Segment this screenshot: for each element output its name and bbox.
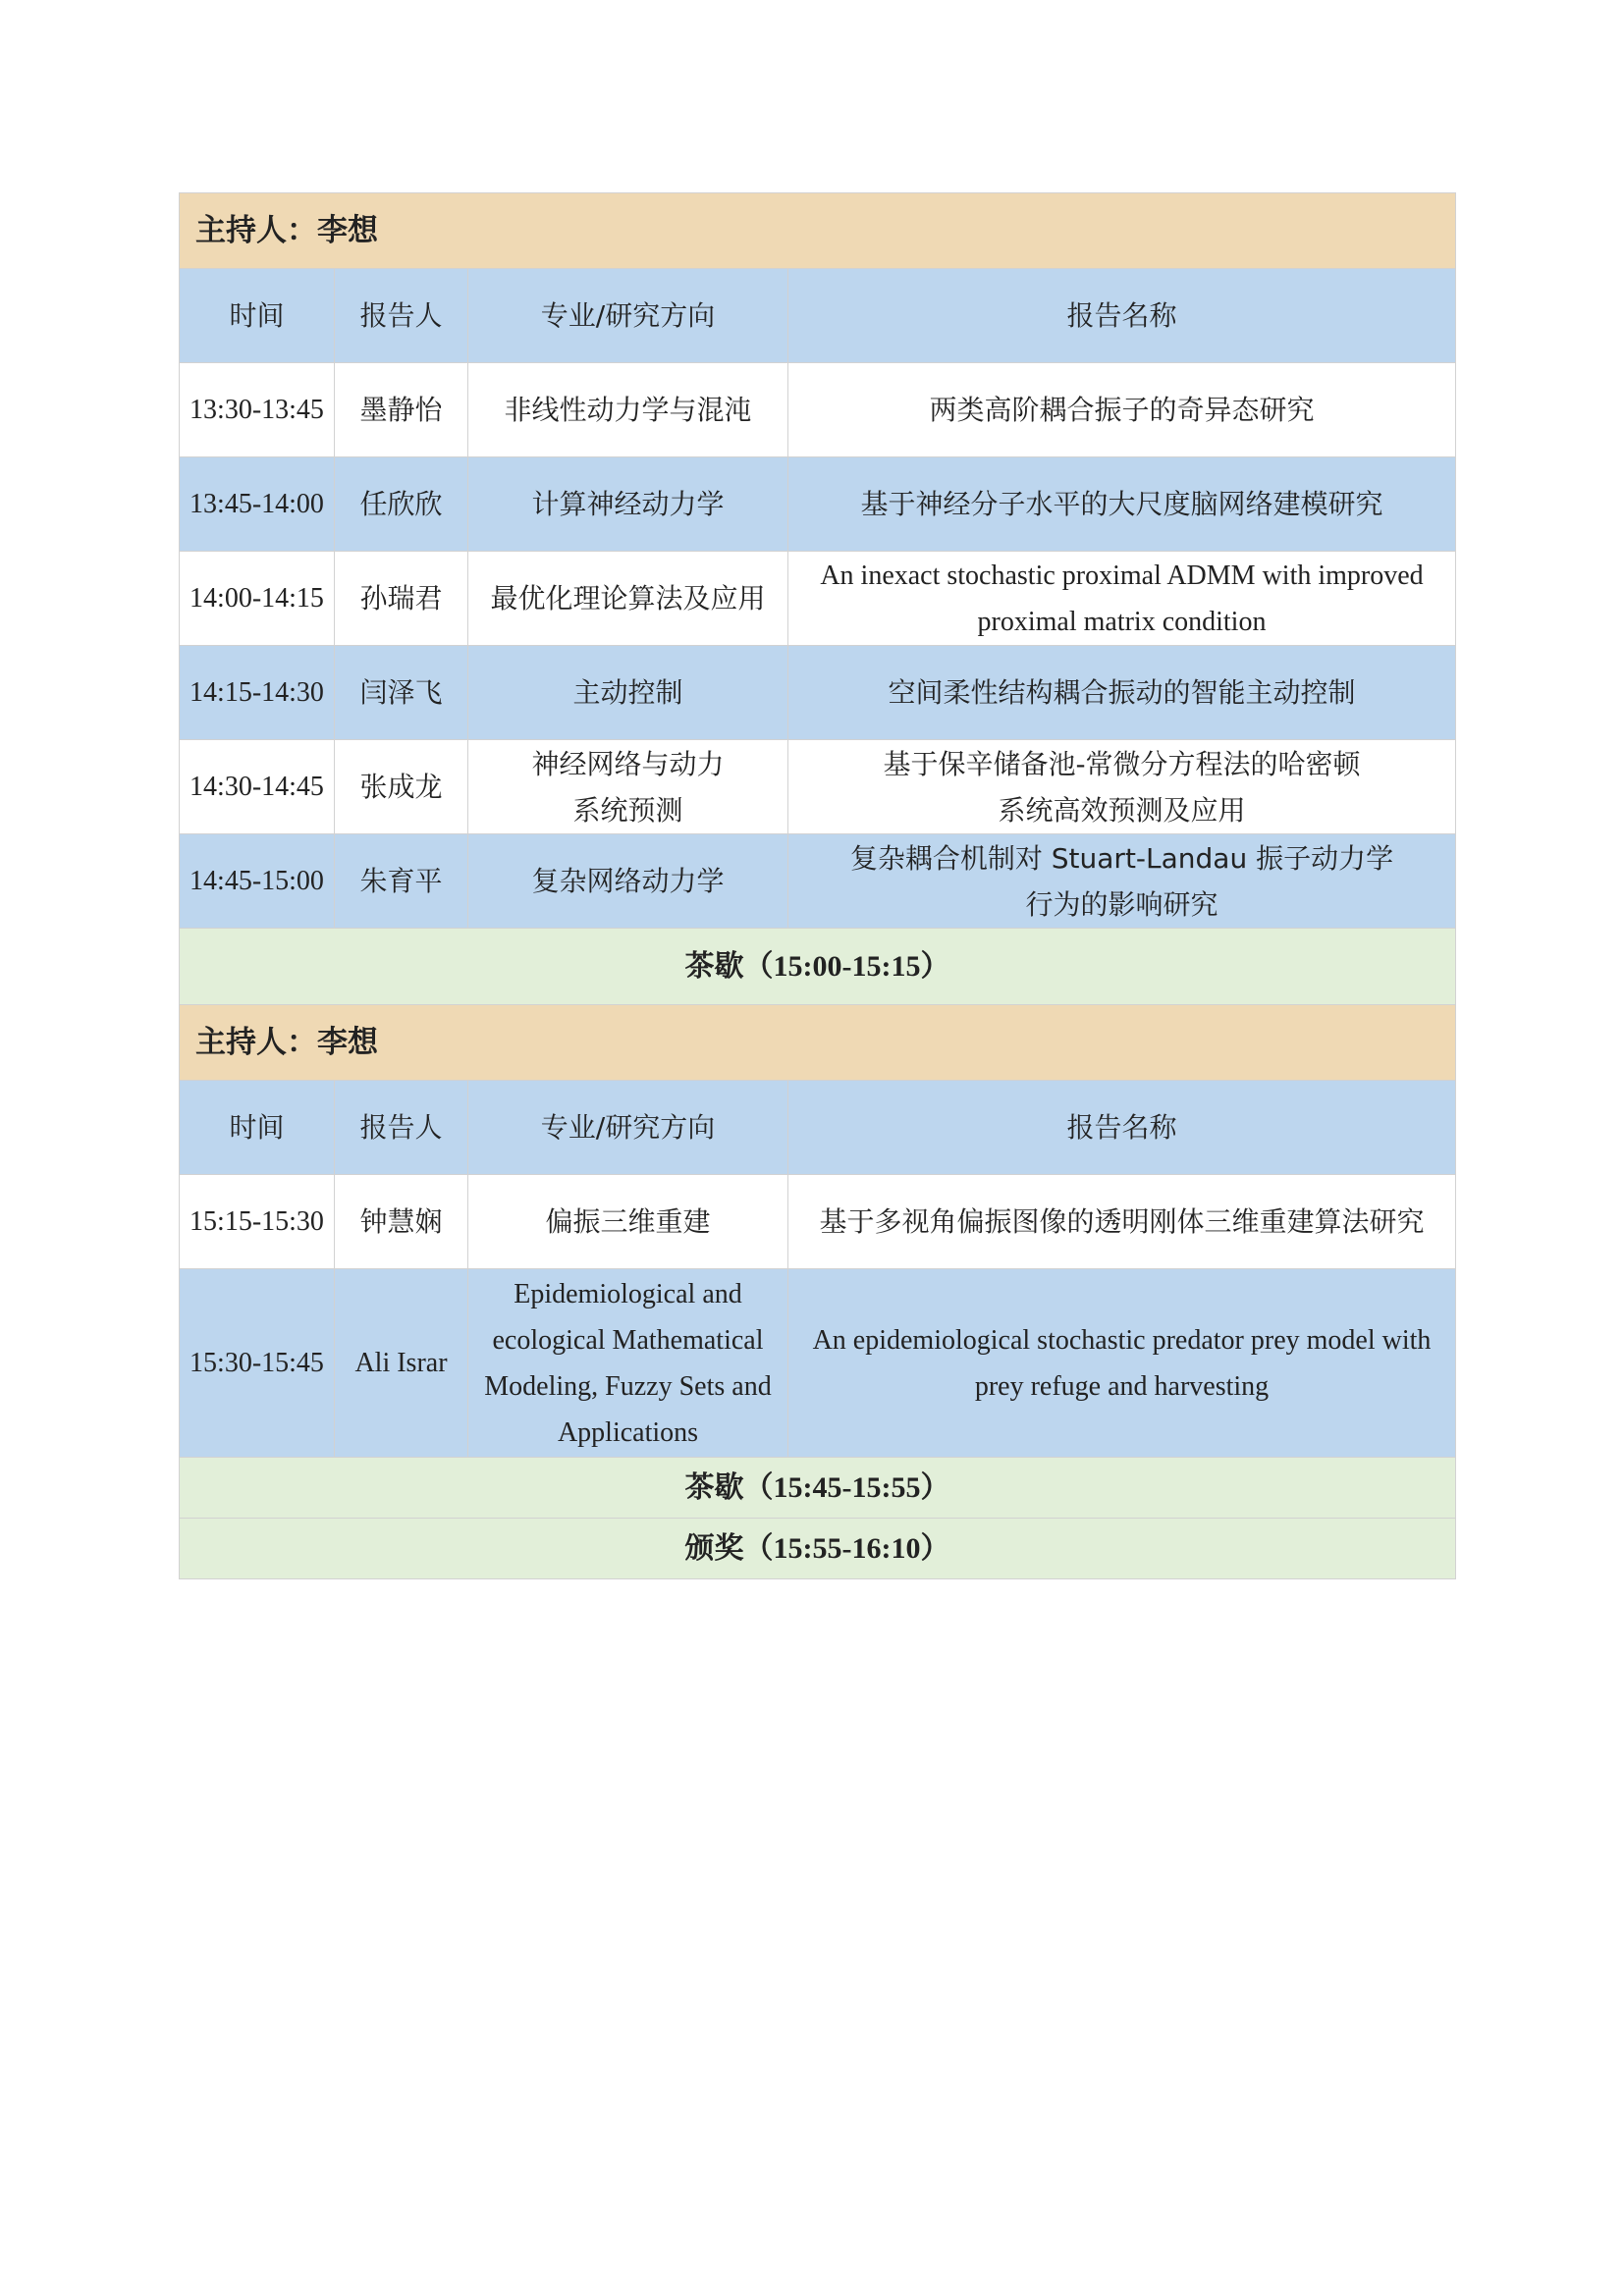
award-label: 颁奖 [684,1531,744,1566]
speaker-cell: 孙瑞君 [335,552,468,646]
title-cell: 基于保辛储备池-常微分方程法的哈密顿 系统高效预测及应用 [788,740,1456,834]
schedule-table [179,192,1456,1579]
time-cell: 14:45-15:00 [180,834,335,929]
time-cell: 14:30-14:45 [180,740,335,834]
break-cell [180,929,1456,1005]
title-cell: 基于多视角偏振图像的透明刚体三维重建算法研究 [788,1175,1456,1269]
column-header-field: 专业/研究方向 [468,1081,788,1175]
column-header-time: 时间 [180,269,335,363]
title-cell: 空间柔性结构耦合振动的智能主动控制 [788,646,1456,740]
field-cell: 偏振三维重建 [468,1175,788,1269]
time-cell: 15:15-15:30 [180,1175,335,1269]
title-cell: 两类高阶耦合振子的奇异态研究 [788,363,1456,457]
speaker-cell: 张成龙 [335,740,468,834]
field-cell: 非线性动力学与混沌 [468,363,788,457]
column-header-field: 专业/研究方向 [468,269,788,363]
award-cell [180,1519,1456,1579]
time-cell: 13:45-14:00 [180,457,335,552]
time-cell: 13:30-13:45 [180,363,335,457]
break-time: （15:00-15:15） [743,950,950,983]
session2-header-row [180,1081,1456,1175]
break-row [180,929,1456,1005]
title-cell: An epidemiological stochastic predator prey model with prey refuge and harvesting [788,1269,1456,1458]
field-cell: 复杂网络动力学 [468,834,788,929]
field-cell: Epidemiological and ecological Mathematical Modeling, Fuzzy Sets and Applications [468,1269,788,1458]
field-cell: 计算神经动力学 [468,457,788,552]
speaker-cell: 墨静怡 [335,363,468,457]
field-cell: 神经网络与动力 系统预测 [468,740,788,834]
speaker-cell: 朱育平 [335,834,468,929]
column-header-title: 报告名称 [788,1081,1456,1175]
time-cell: 14:00-14:15 [180,552,335,646]
break-label: 茶歇 [684,949,744,984]
session1-host-row [180,193,1456,269]
speaker-cell: 钟慧娴 [335,1175,468,1269]
column-header-speaker: 报告人 [335,269,468,363]
field-cell: 最优化理论算法及应用 [468,552,788,646]
table-row [180,552,1456,646]
table-row [180,1269,1456,1458]
speaker-cell: 闫泽飞 [335,646,468,740]
column-header-time: 时间 [180,1081,335,1175]
break-label: 茶歇 [684,1470,744,1505]
award-time: （15:55-16:10） [743,1532,950,1565]
table-row [180,363,1456,457]
field-cell: 主动控制 [468,646,788,740]
speaker-cell: 任欣欣 [335,457,468,552]
session2-host: 主持人：李想 [180,1005,1456,1081]
table-row [180,457,1456,552]
column-header-speaker: 报告人 [335,1081,468,1175]
session1-host: 主持人：李想 [180,193,1456,269]
title-cell: 基于神经分子水平的大尺度脑网络建模研究 [788,457,1456,552]
break-time: （15:45-15:55） [743,1471,950,1504]
table-row [180,1175,1456,1269]
break-cell [180,1458,1456,1519]
session1-header-row [180,269,1456,363]
speaker-cell: Ali Israr [335,1269,468,1458]
time-cell: 15:30-15:45 [180,1269,335,1458]
break-row [180,1458,1456,1519]
table-row [180,834,1456,929]
title-cell: An inexact stochastic proximal ADMM with improved proximal matrix condition [788,552,1456,646]
column-header-title: 报告名称 [788,269,1456,363]
award-row [180,1519,1456,1579]
title-cell: 复杂耦合机制对 Stuart-Landau 振子动力学 行为的影响研究 [788,834,1456,929]
time-cell: 14:15-14:30 [180,646,335,740]
session2-host-row [180,1005,1456,1081]
table-row [180,740,1456,834]
table-row [180,646,1456,740]
